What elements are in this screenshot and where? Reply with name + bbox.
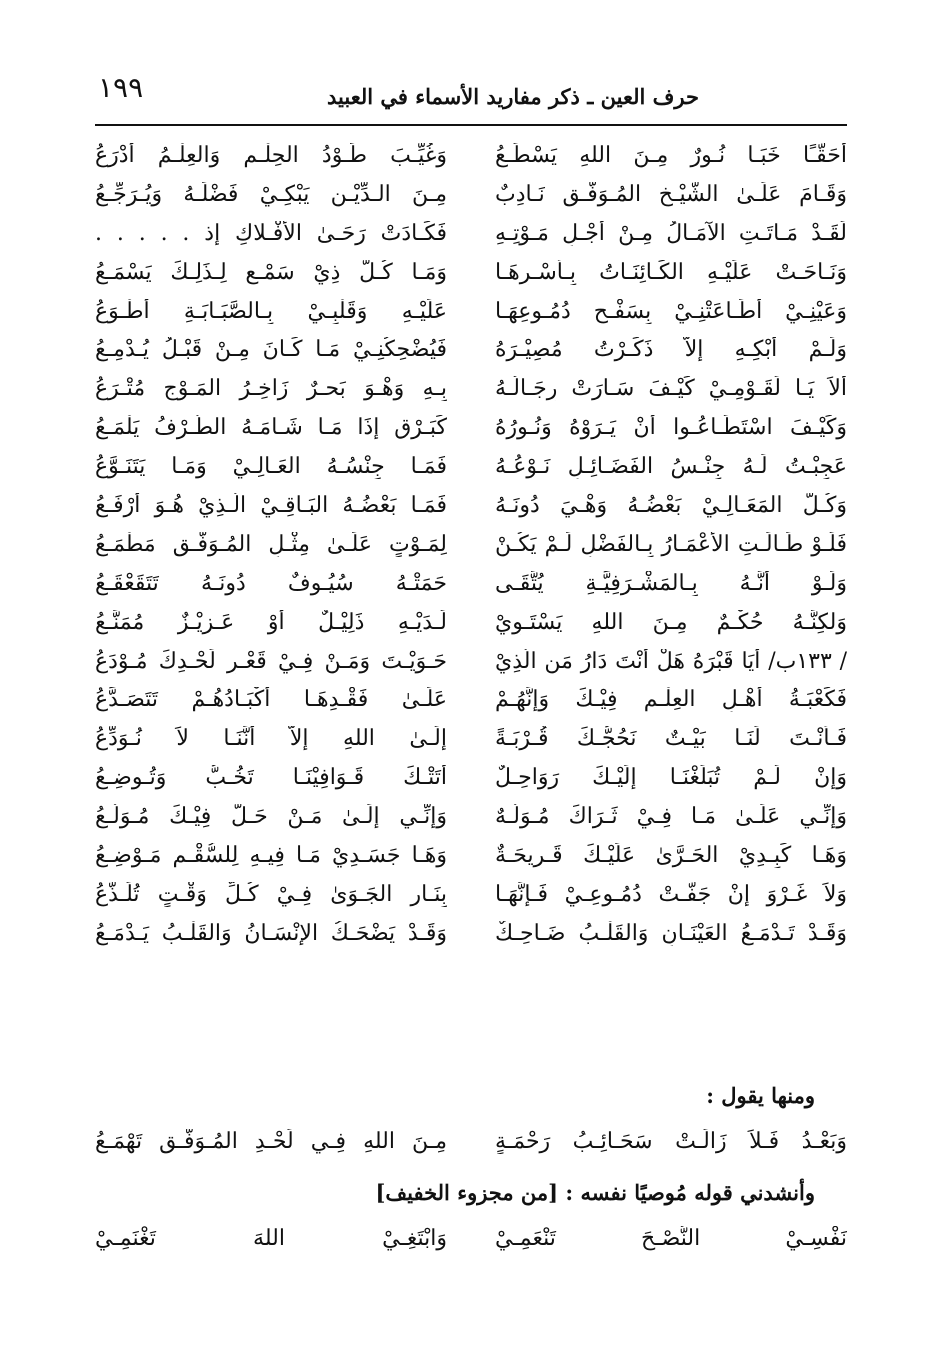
hemistich-second: لَـدَيْـهِ ذَلِيْـلٌ أَوْ عَـزِيْـزٌ مُمَنَّـعُ — [95, 609, 447, 635]
couplet — [95, 758, 847, 797]
hemistich-second: حَـوَيْـتَ وَمَـنْ فِـيْ قَعْـرِ لَحْـدِكَ مُـوْدَعُ — [95, 648, 447, 674]
hemistich-first: وَلَـمْ أَبْكِـهِ إِلاَّ ذَكَـرْتُ مُصِيْـرَهُ — [495, 337, 847, 363]
hemistich-second: لِمَـوْتٍ عَلَـىٰ مِثْـلِ المُـوَفَّـقِ مَطْمَـعُ — [95, 531, 447, 557]
hemistich-second: وَمَـا كُـلُّ ذِيْ سَمْـعٍ لِـذَلِـكَ يَسْمَـعُ — [95, 259, 447, 285]
couplet — [95, 292, 847, 331]
hemistich-second: وَقَـدْ يَضْحَـكُ الإِنْسَـانُ وَالقَلْـبُ يَـدْمَـعُ — [95, 920, 447, 946]
hemistich-first: وَهَـا كَبِـدِيْ الحَـرَّىٰ عَلَيْـكَ قَـرِيحَـةٌ — [495, 842, 847, 868]
couplet — [95, 603, 847, 642]
couplet — [95, 680, 847, 719]
hemistich-first: أَحَقّـًا خَبَـا نُـورٌ مِـنَ اللهِ يَسْطَـعُ — [495, 142, 847, 168]
couplet — [95, 486, 847, 525]
couplet — [95, 914, 847, 953]
hemistich-first: وَلاَ غَـرْوَ إِنْ جَفَّـتْ دُمُـوعِـيْ فَـإِنَّهَـا — [495, 881, 847, 907]
running-head: حرف العين ـ ذكر مفاريد الأسماء في العبيد — [327, 84, 699, 109]
hemistich-second: فَمَـا بَعْضُـهُ البَـاقِـيْ الَّـذِيْ هُـوَ أَرْفَـعُ — [95, 492, 447, 518]
hemistich-second: وَغُيِّـبَ طَـوْدُ الحِلْـمِ وَالعِلْـمُ أَدْرَعُ — [95, 142, 447, 168]
hemistich-second: إِلَـىٰ اللهِ إِلاَّ أَنَّنَـا لاَ نُـوَدِّعُ — [95, 726, 447, 752]
hemistich-first: وَإِنِّـي عَلَـىٰ مَـا فِـيْ ثَـرَاكَ مُـوَلَّـهٌ — [495, 804, 847, 830]
hemistich-first: وَنَـاحَـتْ عَلَيْـهِ الكَـائِنَـاتُ بِـأَسْـرِهَـا — [495, 259, 847, 285]
hemistich-first: وَقَـدْ تَـدْمَـعُ العَيْنَـانِ وَالقَلْـبُ ضَـاحِـكٌ — [495, 920, 847, 946]
couplet — [95, 525, 847, 564]
couplet — [95, 330, 847, 369]
verse-introduction: وأنشدني قوله مُوصيًا نفسه : [من مجزوء الخفيف] — [375, 1180, 815, 1205]
couplet — [95, 175, 847, 214]
hemistich-second: عَلَـىٰ فَقْـدِهَـا أَكْبَـادُهُـمْ تَتَصَـدَّعُ — [95, 687, 447, 713]
verse-introduction: ومنها يقول : — [706, 1083, 815, 1108]
hemistich-first: فَكَعْبَـةُ أَهْـلِ العِلْـمِ فِيْـكَ وَإِنَّهُـمْ — [495, 687, 847, 713]
hemistich-first: وَإِنْ لَـمْ تُبَلِّغْنَـا إِلَيْـكَ رَوَاحِـلٌ — [495, 765, 847, 791]
couplet — [95, 1121, 847, 1161]
couplet — [95, 447, 847, 486]
couplet — [95, 564, 847, 603]
couplet — [95, 369, 847, 408]
hemistich-second: مِـنَ الـدِّيْـنِ يَبْكِـيْ فَضْلَـهُ وَيُـرَجِّـعُ — [95, 181, 447, 207]
hemistich-first: وَكُـلُّ المَعَـالِـيْ بَعْضُـهُ وَهْـيَ دُونَـهُ — [495, 492, 847, 518]
couplet — [95, 836, 847, 875]
hemistich-first: وَعَيْنِـيْ أَطَـاعَتْنِـيْ بِسَفْـحِ دُمُـوعِهَـا — [495, 298, 847, 324]
hemistich-first: وَقَـامَ عَلَـىٰ الشَّيْـخِ المُـوَفَّـقِ نَـادِبٌ — [495, 181, 847, 207]
hemistich-second: فَيُضْحِكُنِـيْ مَـا كَـانَ مِـنْ قَبْـلُ يُـدْمِـعُ — [95, 337, 447, 363]
poem — [95, 136, 847, 953]
hemistich-second: كَبَـرْقٍ إِذَا مَـا شَـامَـهُ الطَّـرْفُ يَلْمَـعُ — [95, 415, 447, 441]
hemistich-first: نَفْسِـيْ النُّصْـحَ تَنْعَمِـيْ — [495, 1225, 847, 1251]
hemistich-second: فَكَـادَتْ رَحَـىٰ الأَفْـلاكِ إِذ . . . . . — [95, 220, 447, 246]
hemistich-second: وَابْتَغِـيْ اللهَ تَغْنَمِـيْ — [95, 1225, 447, 1251]
couplet — [95, 797, 847, 836]
couplet — [95, 642, 847, 681]
hemistich-second: فَمَـا جِنْسُـهُ العَـالِـيْ وَمَـا يَتَنَـوَّعُ — [95, 454, 447, 480]
header-rule — [95, 124, 847, 126]
hemistich-first: وَلَـوْ أَنَّـهُ بِـالمَشْـرَفِيَّـةِ يُتَّقَـى — [495, 570, 847, 596]
page-number: ١٩٩ — [98, 71, 144, 104]
couplet — [95, 253, 847, 292]
hemistich-first: لَقَـدْ مَـاتَـتِ الآمَـالُ مِـنْ أَجْـلِ مَـوْتِـهِ — [495, 220, 847, 246]
couplet — [95, 408, 847, 447]
hemistich-first: وَلكِنَّـهُ حُكْـمٌ مِـنَ اللهِ يَسْتَـوِيْ — [495, 609, 847, 635]
hemistich-first: فَلَـوْ طَـالَـتِ الأَعْمَـارُ بِـالفَضْلِ لَـمْ يَكُـنْ — [495, 531, 847, 557]
hemistich-second: وَإِنِّـي إِلَـىٰ مَـنْ حَـلَّ فِيْـكَ مُـوَلَّـعُ — [95, 804, 447, 830]
hemistich-second: عَلَيْـهِ وَقَلْبِـيْ بِـالصَّبَـابَـةِ أَطْـوَعُ — [95, 298, 447, 324]
couplet — [95, 1218, 847, 1258]
couplet — [95, 214, 847, 253]
hemistich-first: وَكَيْـفَ اسْتَطَـاعُـوا أَنْ يَـرَوْهُ وَنُـورُهُ — [495, 415, 847, 441]
hemistich-first: أَلاَ يَـا لَقَـوْمِـيْ كَيْـفَ سَـارَتْ رِجَـالُـهُ — [495, 376, 847, 402]
couplet — [95, 136, 847, 175]
hemistich-second: بِـهِ وَهْـوَ بَحـرٌ زَاخِـرُ المَـوْجِ مُتْـرَعُ — [95, 376, 447, 402]
hemistich-second: وَهَـا جَسَـدِيْ مَـا فِيـهِ لِلسُّقْـمِ مَـوْضِـعُ — [95, 842, 447, 868]
hemistich-first: فَـأَنْـتَ لَنَـا بَيْـتٌ نَحُجُّـكَ قُـرْبَـةً — [495, 726, 847, 752]
hemistich-second: حَمَتْـهُ سُيُـوفٌ دُونَـهُ تَتَقَعْقَـعُ — [95, 570, 447, 596]
hemistich-first: وَبَعْـدُ فَـلاَ زَالَـتْ سَحَـائِـبُ رَحْمَـةٍ — [495, 1128, 847, 1154]
hemistich-second: أَتَتْـكَ قَـوَافِيْنَـا تَخُـبُّ وَتُـوضِـعُ — [95, 765, 447, 791]
couplet — [95, 719, 847, 758]
hemistich-second: مِـنَ اللهِ فِـي لَحْـدِ المُـوَفَّـقِ تَهْمَـعُ — [95, 1128, 447, 1154]
couplet — [95, 875, 847, 914]
hemistich-first: عَجِبْـتُ لَـهُ جِنْـسُ الفَضَـائِـلِ نَـوْعُـهُ — [495, 454, 847, 480]
hemistich-first: / ١٣٣ب/ أَيَا قَبْرَهُ هَلْ أَنْتَ دَارُ مَنِ الَّذِيْ — [495, 648, 847, 674]
hemistich-second: بِنَـارِ الجَـوَىٰ فِـيْ كُـلِّ وَقْـتٍ تُلَـذَّعُ — [95, 881, 447, 907]
